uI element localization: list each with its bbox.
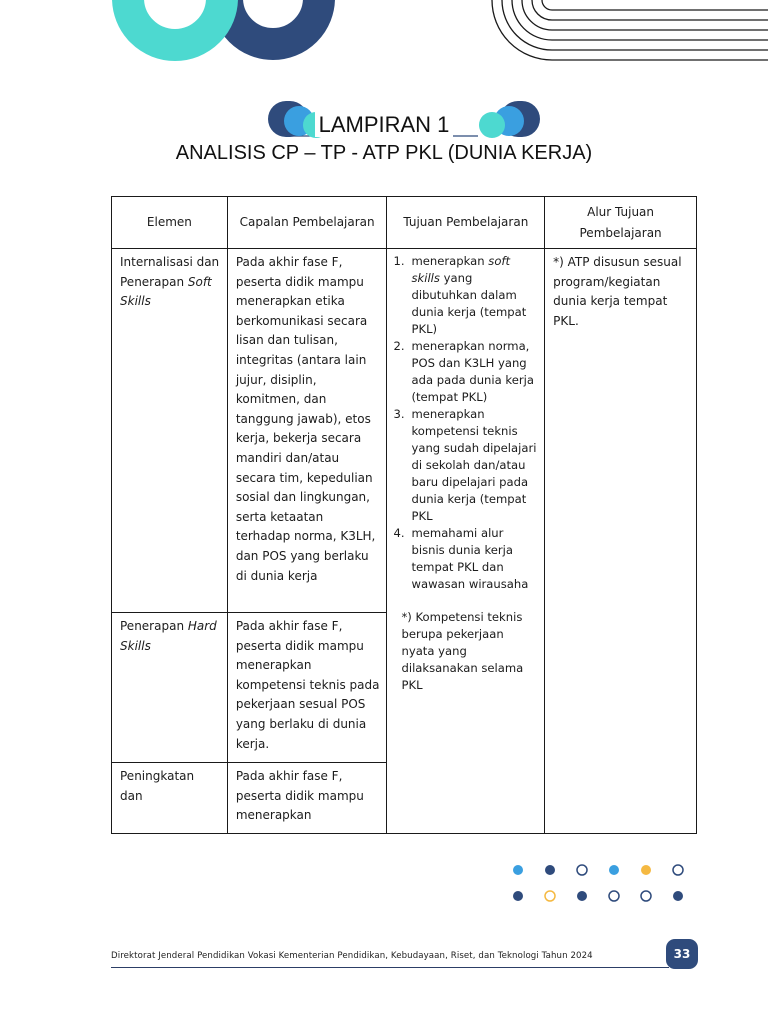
- alur-cell: *) ATP disusun sesual program/kegiatan dunia kerja tempat PKL.: [545, 249, 697, 834]
- item-number: 3.: [393, 407, 405, 421]
- elemen-italic: Hard Skills: [120, 619, 217, 653]
- elemen-cell: [112, 613, 228, 763]
- item-text: menerapkan norma, POS dan K3LH yang ada pada dunia kerja (tempat PKL): [411, 339, 534, 404]
- ring-navy-decoration: [227, 0, 319, 44]
- footer-text: Direktorat Jenderal Pendidikan Vokasi Kementerian Pendidikan, Kebudayaan, Riset, dan Teknologi Tahun 2024: [111, 951, 593, 961]
- tujuan-note: *) Kompetensi teknis berupa pekerjaan nyata yang dilaksanakan selama PKL: [401, 610, 524, 692]
- elemen-text: Peningkatan dan: [120, 769, 195, 803]
- item-text-end: yang dibutuhkan dalam dunia kerja (tempat PKL): [411, 271, 527, 336]
- table-header-row: [112, 197, 697, 249]
- item-italic: soft skills: [411, 254, 511, 285]
- arc-lines-decoration: [492, 0, 768, 60]
- tujuan-list: [393, 253, 538, 593]
- item-number: 2.: [393, 339, 405, 353]
- header-tujuan: Tujuan Pembelajaran: [387, 197, 545, 249]
- capaian-cell: Pada akhir fase F, peserta didik mampu menerapkan: [227, 763, 387, 834]
- table-row: [112, 249, 697, 613]
- tujuan-cell: [387, 249, 545, 834]
- atp-table: [111, 196, 697, 834]
- item-number: 4.: [393, 526, 405, 540]
- document-title: ANALISIS CP – TP - ATP PKL (DUNIA KERJA): [175, 142, 593, 164]
- capaian-cell: Pada akhir fase F, peserta didik mampu menerapkan etika berkomunikasi secara lisan dan tulisan, integritas (antara lain jujur, disiplin, komitmen, dan tanggung jawab), etos kerja, bekerja secara mandiri dan/atau secara tim, kepedulian sosial dan lingkungan, serta ketaatan terhadap norma, K3LH, dan POS yang berlaku di dunia kerja: [227, 249, 387, 613]
- list-item: [393, 406, 538, 525]
- item-text: menerapkan: [411, 254, 489, 268]
- footer-divider: [111, 967, 669, 968]
- header-capaian: Capalan Pembelajaran: [227, 197, 387, 249]
- item-text: menerapkan kompetensi teknis yang sudah dipelajari di sekolah dan/atau baru dipelajari pada dunia kerja (tempat PKL: [411, 407, 537, 523]
- header-elemen: Elemen: [112, 197, 228, 249]
- list-item: [393, 525, 538, 593]
- lampiran-label: LAMPIRAN 1: [0, 112, 768, 138]
- page-number-badge: 33: [666, 939, 698, 969]
- capaian-cell: Pada akhir fase F, peserta didik mampu menerapkan kompetensi teknis pada pekerjaan sesual POS yang berlaku di dunia kerja.: [227, 613, 387, 763]
- elemen-text: Internalisasi dan Penerapan: [120, 255, 220, 289]
- item-number: 1.: [393, 254, 405, 268]
- list-item: [393, 253, 538, 338]
- ring-teal-decoration: [128, 0, 222, 45]
- elemen-text: Penerapan: [120, 619, 188, 633]
- elemen-italic: Soft Skills: [120, 274, 212, 309]
- elemen-cell: [112, 763, 228, 834]
- item-text: memahami alur bisnis dunia kerja tempat PKL dan wawasan wirausaha: [411, 526, 529, 591]
- list-item: [393, 338, 538, 406]
- elemen-cell: [112, 249, 228, 613]
- header-alur: Alur Tujuan Pembelajaran: [545, 197, 697, 249]
- header-decoration: [0, 0, 768, 100]
